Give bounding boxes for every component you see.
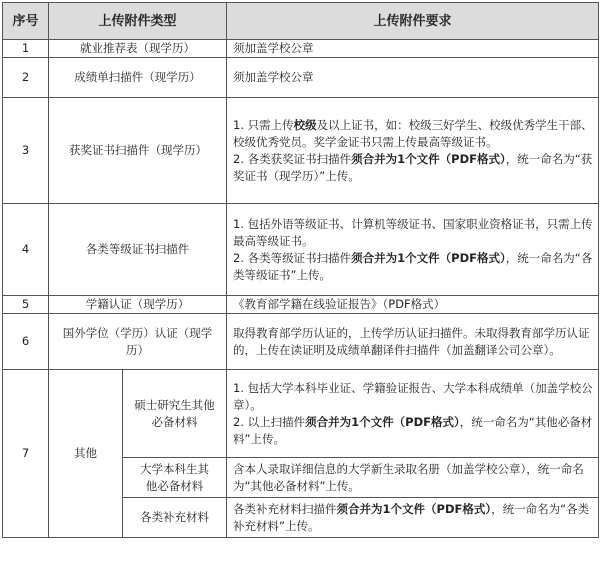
header-attachment-requirements: 上传附件要求 [227, 3, 599, 40]
header-attachment-type: 上传附件类型 [49, 3, 227, 40]
sub-attachment-type: 大学本科生其他必备材料 [123, 458, 227, 498]
attachment-type: 获奖证书扫描件（现学历） [49, 98, 227, 204]
attachment-requirement: 含本人录取详细信息的大学新生录取名册（加盖学校公章），统一命名为“其他必备材料”上传。 [227, 458, 599, 498]
row-number: 6 [3, 314, 49, 370]
attachment-requirement [227, 204, 599, 296]
header-serial-number: 序号 [3, 3, 49, 40]
table-row [3, 296, 599, 314]
attachment-requirement: 《教育部学籍在线验证报告》（PDF格式） [227, 296, 599, 314]
requirement-paragraph-2: 2. 各类获奖证书扫描件须合并为1个文件（PDF格式），统一命名为“获奖证书（现学历）”上传。 [233, 151, 593, 183]
attachment-requirement [227, 98, 599, 204]
attachment-type: 就业推荐表（现学历） [49, 40, 227, 58]
attachment-requirement: 各类补充材料扫描件须合并为1个文件（PDF格式），统一命名为“各类补充材料”上传。 [227, 498, 599, 538]
row-number: 3 [3, 98, 49, 204]
table-row [3, 204, 599, 296]
attachment-requirement: 取得教育部学历认证的，上传学历认证扫描件。未取得教育部学历认证的，上传在读证明及成绩单翻译件扫描件（加盖翻译公司公章）。 [227, 314, 599, 370]
row-number: 2 [3, 58, 49, 98]
table-row [3, 98, 599, 204]
requirement-paragraph-1: 1. 只需上传校级及以上证书，如：校级三好学生、校级优秀学生干部、校级优秀党员。奖学金证书只需上传最高等级证书。 [233, 117, 593, 149]
table-row [3, 314, 599, 370]
attachment-requirement [227, 370, 599, 458]
table-row [3, 58, 599, 98]
sub-attachment-type: 硕士研究生其他必备材料 [123, 370, 227, 458]
requirement-paragraph-1: 1. 包括大学本科毕业证、学籍验证报告、大学本科成绩单（加盖学校公章）。 [233, 380, 593, 412]
row-number: 7 [3, 370, 49, 538]
attachment-type: 其他 [49, 370, 123, 538]
attachment-type: 国外学位（学历）认证（现学历） [49, 314, 227, 370]
attachment-requirement: 须加盖学校公章 [227, 58, 599, 98]
sub-attachment-type: 各类补充材料 [123, 498, 227, 538]
row-number: 5 [3, 296, 49, 314]
attachment-type: 各类等级证书扫描件 [49, 204, 227, 296]
requirement-paragraph-1: 1. 包括外语等级证书、计算机等级证书、国家职业资格证书，只需上传最高等级证书。 [233, 216, 593, 248]
table-row [3, 40, 599, 58]
attachment-type: 学籍认证（现学历） [49, 296, 227, 314]
attachment-requirements-table-wrapper [2, 2, 599, 538]
attachment-type: 成绩单扫描件（现学历） [49, 58, 227, 98]
row-number: 4 [3, 204, 49, 296]
table-header-row [3, 3, 599, 40]
requirement-paragraph-2: 2. 各类等级证书扫描件须合并为1个文件（PDF格式），统一命名为“各类等级证书”上传。 [233, 250, 593, 282]
attachment-requirements-table [2, 2, 599, 538]
table-row [3, 370, 599, 458]
row-number: 1 [3, 40, 49, 58]
attachment-requirement: 须加盖学校公章 [227, 40, 599, 58]
requirement-paragraph-2: 2. 以上扫描件须合并为1个文件（PDF格式），统一命名为“其他必备材料”上传。 [233, 414, 593, 446]
